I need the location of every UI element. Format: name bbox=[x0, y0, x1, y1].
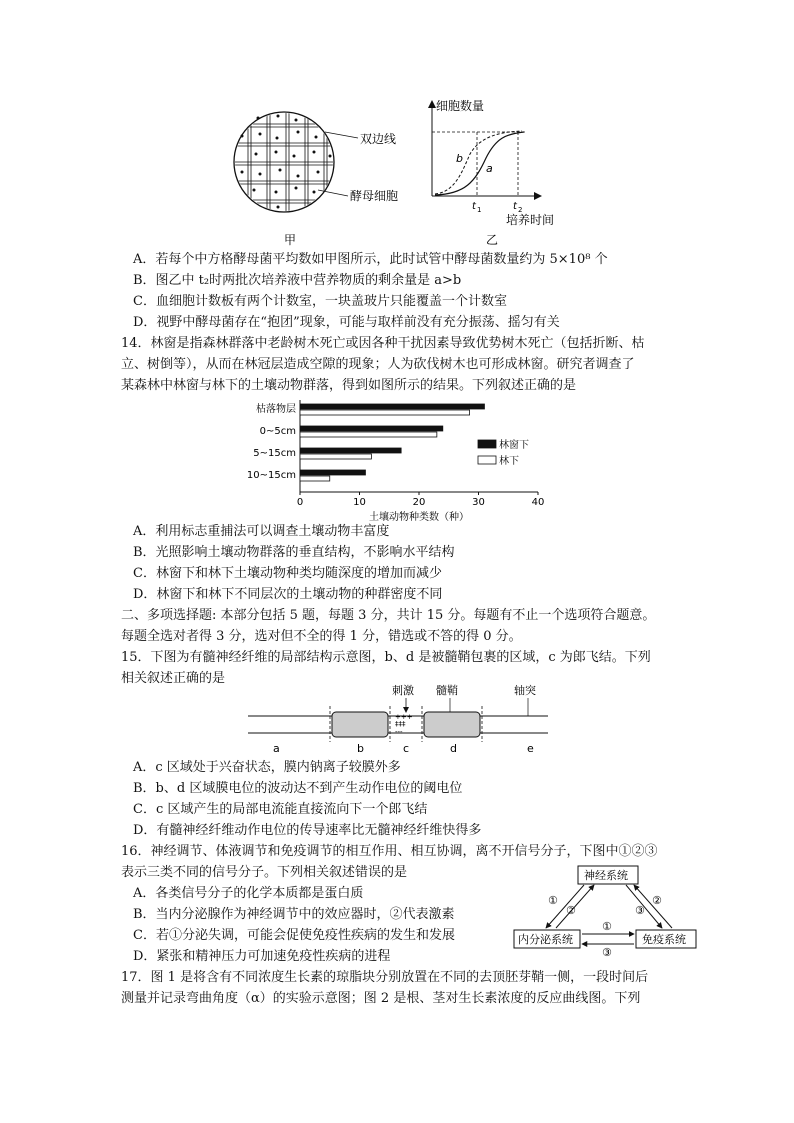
q15-option-d: D．有髓神经纤维动作电位的传导速率比无髓神经纤维快得多 bbox=[133, 823, 482, 838]
curve-b-label: b bbox=[456, 152, 463, 165]
q14-stem-1: 14．林窗是指森林群落中老龄树木死亡或因各种干扰因素导致优势树木死亡（包括折断、枯 bbox=[121, 336, 645, 351]
signal-1-bottom: ① bbox=[602, 920, 612, 933]
q14-option-a: A．利用标志重捕法可以调查土壤动物丰富度 bbox=[133, 524, 390, 539]
q17-stem-2: 测量并记录弯曲角度（α）的实验示意图；图 2 是根、茎对生长素浓度的反应曲线图。下列 bbox=[121, 991, 641, 1006]
q14-stem-3: 某森林中林窗与林下的土壤动物群落，得到如图所示的结果。下列叙述正确的是 bbox=[121, 378, 577, 393]
category-label: 枯落物层 bbox=[256, 404, 296, 415]
bar-linchuang bbox=[300, 426, 443, 431]
regulation-network-diagram bbox=[510, 862, 705, 959]
svg-text:+++: +++ bbox=[395, 713, 413, 721]
q13-option-a: A．若每个中方格酵母菌平均数如甲图所示，此时试管中酵母菌数量约为 5×10⁸ 个 bbox=[133, 252, 608, 267]
legend-swatch bbox=[478, 456, 496, 464]
hemocytometer-diagram bbox=[230, 92, 398, 232]
region-e: e bbox=[527, 742, 534, 755]
label-stimulus: 刺激 bbox=[392, 684, 414, 697]
curve-a-label: a bbox=[486, 162, 493, 175]
q15-option-a: A．c 区域处于兴奋状态，膜内钠离子较膜外多 bbox=[133, 760, 401, 775]
svg-text:---: --- bbox=[395, 728, 403, 736]
bar-linxia bbox=[300, 410, 470, 415]
t1-sub: 1 bbox=[477, 206, 482, 214]
q15-option-c: C．c 区域产生的局部电流能直接流向下一个郎飞结 bbox=[133, 802, 428, 817]
region-b: b bbox=[357, 742, 364, 755]
x-tick-label: 0 bbox=[296, 497, 304, 508]
section2-note: 每题全选对者得 3 分，选对但不全的得 1 分，错选或不答的得 0 分。 bbox=[121, 629, 522, 644]
signal-2-left: ② bbox=[566, 904, 576, 917]
nerve-fiber-diagram bbox=[240, 684, 560, 756]
t2-sub: 2 bbox=[518, 206, 523, 214]
q17-stem-1: 17．图 1 是将含有不同浓度生长素的琼脂块分别放置在不同的去顶胚芽鞘一侧，一段时间后 bbox=[121, 970, 649, 985]
q13-option-c: C．血细胞计数板有两个计数室，一块盖玻片只能覆盖一个计数室 bbox=[133, 294, 507, 309]
legend-label: 林下 bbox=[499, 456, 519, 467]
label-double-line: 双边线 bbox=[360, 132, 397, 146]
curve-a bbox=[435, 132, 524, 195]
q13-option-b: B．图乙中 t₂时两批次培养液中营养物质的剩余量是 a>b bbox=[133, 273, 462, 288]
bar-linxia bbox=[300, 476, 330, 481]
legend-swatch bbox=[478, 440, 496, 448]
signal-2-right: ② bbox=[652, 894, 662, 907]
region-c: c bbox=[403, 742, 410, 755]
t1-label: t bbox=[472, 201, 476, 212]
x-axis-title: 土壤动物种类数（种） bbox=[369, 512, 469, 523]
t2-label: t bbox=[513, 201, 517, 212]
q16-stem-2: 表示三类不同的信号分子。下列相关叙述错误的是 bbox=[121, 865, 408, 880]
caption-yi: 乙 bbox=[486, 233, 499, 247]
q14-option-d: D．林窗下和林下不同层次的土壤动物的种群密度不同 bbox=[133, 587, 443, 602]
q16-option-d: D．紧张和精神压力可加速免疫性疾病的进程 bbox=[133, 949, 391, 964]
region-a: a bbox=[273, 742, 280, 755]
signal-1-left: ① bbox=[548, 894, 558, 907]
label-immune-system: 免疫系统 bbox=[642, 933, 686, 946]
category-label: 10~15cm bbox=[246, 470, 296, 481]
bar-linxia bbox=[300, 432, 437, 437]
category-label: 0~5cm bbox=[259, 426, 296, 437]
x-tick-label: 30 bbox=[472, 497, 485, 508]
q16-option-b: B．当内分泌腺作为神经调节中的效应器时，②代表激素 bbox=[133, 907, 455, 922]
q13-option-d: D．视野中酵母菌存在“抱团”现象，可能与取样前没有充分振荡、摇匀有关 bbox=[133, 315, 560, 330]
x-tick-label: 20 bbox=[412, 497, 426, 508]
bar-linchuang bbox=[300, 448, 401, 453]
label-nervous-system: 神经系统 bbox=[584, 869, 628, 882]
label-axon: 轴突 bbox=[514, 684, 536, 697]
yeast-figure bbox=[230, 92, 560, 250]
label-yeast-cell: 酵母细胞 bbox=[350, 189, 399, 203]
legend-label: 林窗下 bbox=[499, 440, 529, 451]
myelin-sheath-d bbox=[424, 712, 480, 737]
label-myelin: 髓鞘 bbox=[436, 684, 458, 697]
caption-jia: 甲 bbox=[284, 233, 297, 247]
signal-3-bottom: ③ bbox=[602, 946, 612, 959]
region-d: d bbox=[450, 742, 457, 755]
q15-stem-2: 相关叙述正确的是 bbox=[121, 671, 226, 686]
myelin-sheath-b bbox=[332, 712, 388, 737]
q14-option-b: B．光照影响土壤动物群落的垂直结构，不影响水平结构 bbox=[133, 545, 455, 560]
y-axis-label: 细胞数量 bbox=[436, 99, 485, 113]
x-tick-label: 40 bbox=[531, 497, 545, 508]
x-axis-label: 培养时间 bbox=[506, 213, 555, 227]
q14-stem-2: 立、树倒等），从而在林冠层造成空隙的现象；人为砍伐树木也可形成林窗。研究者调查了 bbox=[121, 357, 635, 372]
q16-option-c: C．若①分泌失调，可能会促使免疫性疾病的发生和发展 bbox=[133, 928, 455, 943]
svg-text:‡‡‡: ‡‡‡ bbox=[395, 720, 406, 728]
category-label: 5~15cm bbox=[253, 448, 296, 459]
q16-option-a: A．各类信号分子的化学本质都是蛋白质 bbox=[133, 886, 364, 901]
bar-linchuang bbox=[300, 404, 484, 409]
section2-heading: 二、多项选择题: 本部分包括 5 题，每题 3 分，共计 15 分。每题有不止一个选项符合题意。 bbox=[121, 608, 656, 623]
q16-stem-1: 16．神经调节、体液调节和免疫调节的相互作用、相互协调，离不开信号分子，下图中①②③ bbox=[121, 844, 658, 859]
q15-stem-1: 15．下图为有髓神经纤维的局部结构示意图，b、d 是被髓鞘包裹的区域，c 为郎飞结。下列 bbox=[121, 650, 651, 665]
bar-linchuang bbox=[300, 470, 365, 475]
bar-linxia bbox=[300, 454, 371, 459]
q15-option-b: B．b、d 区域膜电位的波动达不到产生动作电位的阈电位 bbox=[133, 781, 463, 796]
label-endocrine-system: 内分泌系统 bbox=[518, 933, 573, 946]
signal-3-right: ③ bbox=[635, 904, 645, 917]
soil-animal-bar-chart bbox=[240, 398, 560, 523]
x-tick-label: 10 bbox=[353, 497, 366, 508]
curve-b bbox=[435, 131, 522, 194]
growth-curve-graph bbox=[428, 98, 554, 227]
q14-option-c: C．林窗下和林下土壤动物种类均随深度的增加而减少 bbox=[133, 566, 442, 581]
